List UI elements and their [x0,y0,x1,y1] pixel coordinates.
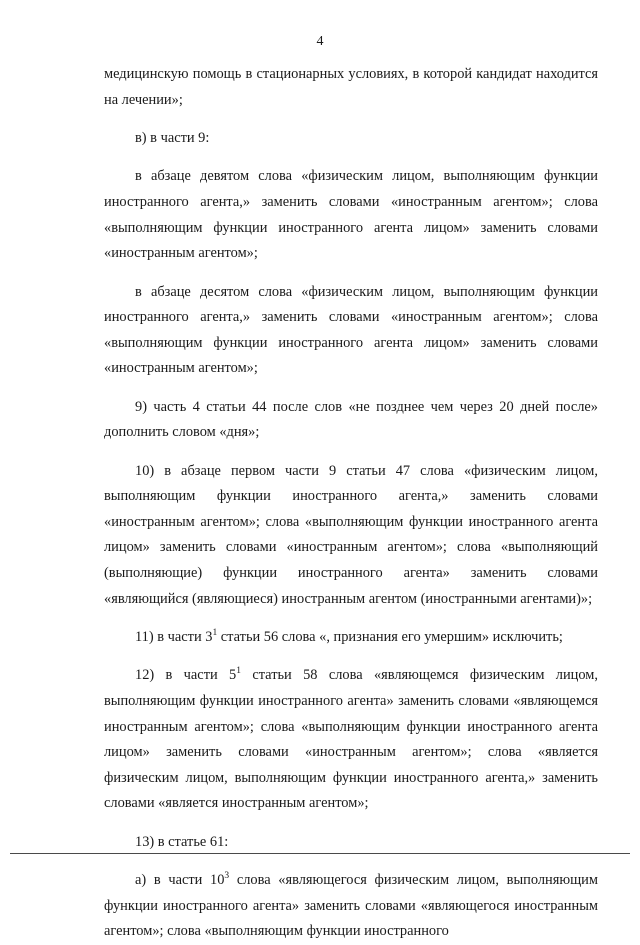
page-number: 4 [316,34,324,49]
paragraph: в абзаце девятом слова «физическим лицом, выполняющим функции иностранного агента,» заменить словами «иностранным агентом»; слова «выполняющим функции иностранного агента лицом» заменить словами «иностранным агентом»; [104,168,598,262]
paragraph [104,625,598,651]
paragraph [104,663,598,817]
paragraph: 13) в статье 61: [135,833,229,850]
paragraph-text: а) в части 10 [135,872,225,889]
superscript: 3 [224,871,230,882]
paragraph [104,868,598,945]
document-body [104,62,598,945]
superscript: 1 [236,666,241,677]
paragraph-text: статьи 58 слова «являющемся физическим лицом, выполняющим функции иностранного агента» заменить словами «являющемся иностранным агентом»; слова «выполняющим функции иностранного агента лицом» заменить словами «иностранным агентом»; слова «является физическим лицом, выполняющим функции иностранного агента,» заменить словами «является иностранным агентом»; [104,667,598,812]
paragraph: медицинскую помощь в стационарных условиях, в которой кандидат находится на лечении»; [104,66,598,108]
paragraph: в абзаце десятом слова «физическим лицом, выполняющим функции иностранного агента,» заменить словами «иностранным агентом»; слова «выполняющим функции иностранного агента лицом» заменить словами «иностранным агентом»; [104,283,598,377]
paragraph: в) в части 9: [135,129,210,146]
superscript: 1 [212,628,218,639]
paragraph: 10) в абзаце первом части 9 статьи 47 слова «физическим лицом, выполняющим функции иностранного агента,» заменить словами «иностранным агентом»; слова «выполняющим функции иностранного агента лицом» заменить словами «иностранным агентом»; слова «выполняющий (выполняющие) функции иностранного агента» заменить словами «являющийся (являющиеся) иностранным агентом (иностранными агентами)»; [104,462,598,607]
paragraph-text: слова «являющегося физическим лицом, выполняющим функции иностранного агента» заменить словами «являющегося иностранным агентом»; слова «выполняющим функции иностранного [104,872,598,940]
paragraph-text: 11) в части 3 [135,629,213,646]
paragraph: 9) часть 4 статьи 44 после слов «не позднее чем через 20 дней после» дополнить словом «дня»; [104,398,598,441]
paragraph-text: 12) в части 5 [135,667,237,684]
scan-strike-line [10,853,630,854]
paragraph-text: статьи 56 слова «, признания его умершим» исключить; [217,629,563,646]
